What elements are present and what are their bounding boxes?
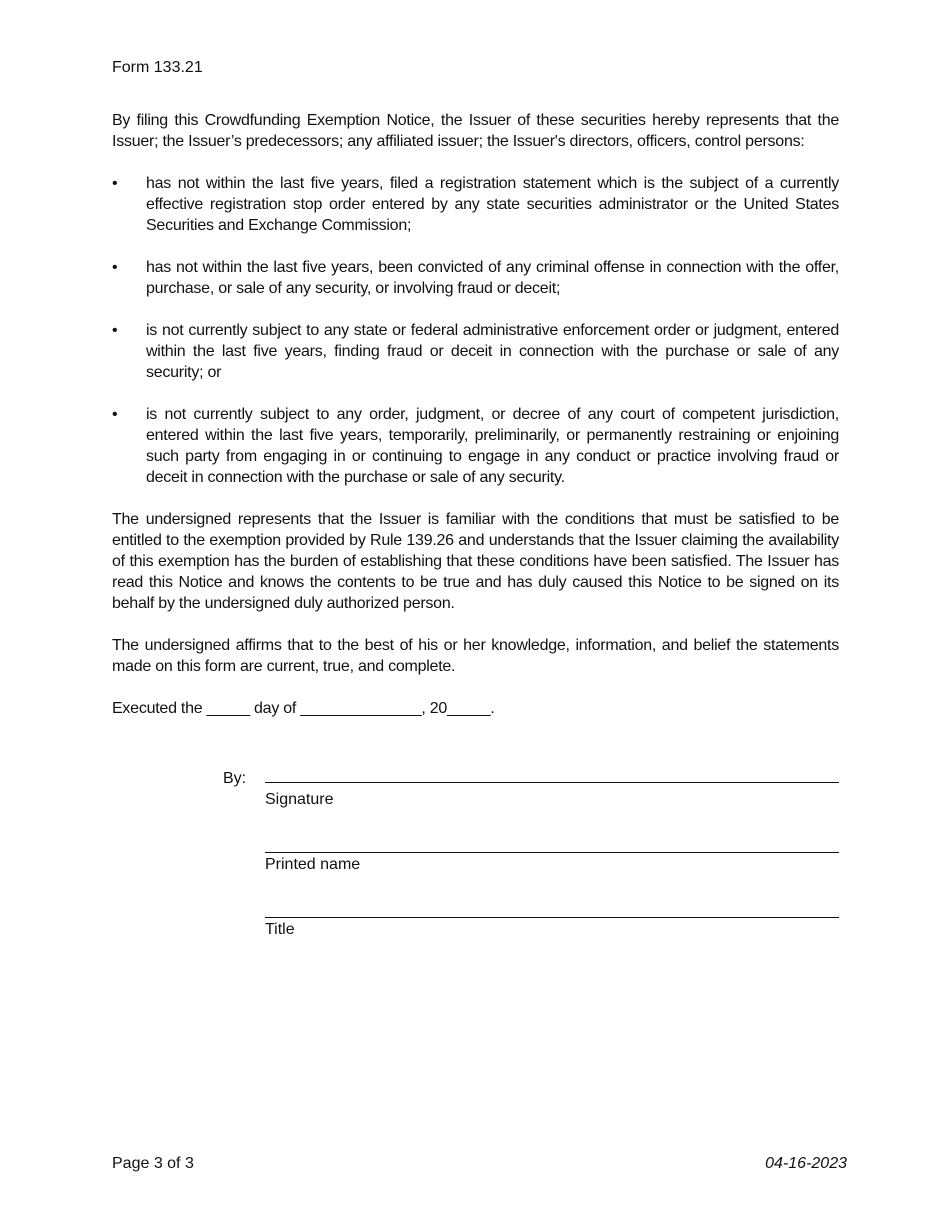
- signature-line[interactable]: [265, 782, 839, 783]
- representation-paragraph: The undersigned represents that the Issuer is familiar with the conditions that must be satisfied to be entitled to the exemption provided by Rule 139.26 and understands that the Issuer claiming the availability of this exemption has the burden of establishing that these conditions have been satisfied. The Issuer has read this Notice and knows the contents to be true and has duly caused this Notice to be signed on its behalf by the undersigned duly authorized person.: [112, 511, 839, 612]
- form-number: Form 133.21: [112, 59, 203, 76]
- bullet-icon: •: [112, 259, 118, 276]
- list-item: [112, 404, 839, 488]
- list-item-text: has not within the last five years, filed a registration statement which is the subject of a currently effective registration stop order entered by any state securities administrator or the United States Securities and Exchange Commission;: [146, 175, 839, 234]
- title-caption: Title: [265, 921, 295, 938]
- document-body: [112, 110, 839, 740]
- revision-date: 04-16-2023: [765, 1155, 847, 1172]
- bullet-icon: •: [112, 406, 118, 423]
- intro-paragraph: By filing this Crowdfunding Exemption Notice, the Issuer of these securities hereby represents that the Issuer; the Issuer’s predecessors; any affiliated issuer; the Issuer's directors, officers, control persons:: [112, 112, 839, 150]
- bullet-icon: •: [112, 175, 118, 192]
- list-item: [112, 257, 839, 299]
- list-item-text: is not currently subject to any state or federal administrative enforcement order or judgment, entered within the last five years, finding fraud or deceit in connection with the purchase or sale of any security; or: [146, 322, 839, 381]
- execution-date-line[interactable]: Executed the _____ day of ______________, 20_____.: [112, 700, 495, 717]
- bullet-icon: •: [112, 322, 118, 339]
- list-item-text: is not currently subject to any order, judgment, or decree of any court of competent jurisdiction, entered within the last five years, temporarily, preliminarily, or permanently restraining or enjoining such party from engaging in or continuing to engage in any conduct or practice involving fraud or deceit in connection with the purchase or sale of any security.: [146, 406, 839, 486]
- printed-name-line[interactable]: [265, 852, 839, 853]
- printed-name-caption: Printed name: [265, 856, 361, 873]
- list-item: [112, 320, 839, 383]
- list-item-text: has not within the last five years, been convicted of any criminal offense in connection with the offer, purchase, or sale of any security, or involving fraud or deceit;: [146, 259, 839, 297]
- page-number: Page 3 of 3: [112, 1155, 194, 1172]
- signature-caption: Signature: [265, 791, 334, 808]
- title-line[interactable]: [265, 917, 839, 918]
- affirmation-paragraph: The undersigned affirms that to the best of his or her knowledge, information, and belief the statements made on this form are current, true, and complete.: [112, 637, 839, 675]
- by-label: By:: [223, 770, 247, 787]
- list-item: [112, 173, 839, 236]
- representations-list: [112, 173, 839, 488]
